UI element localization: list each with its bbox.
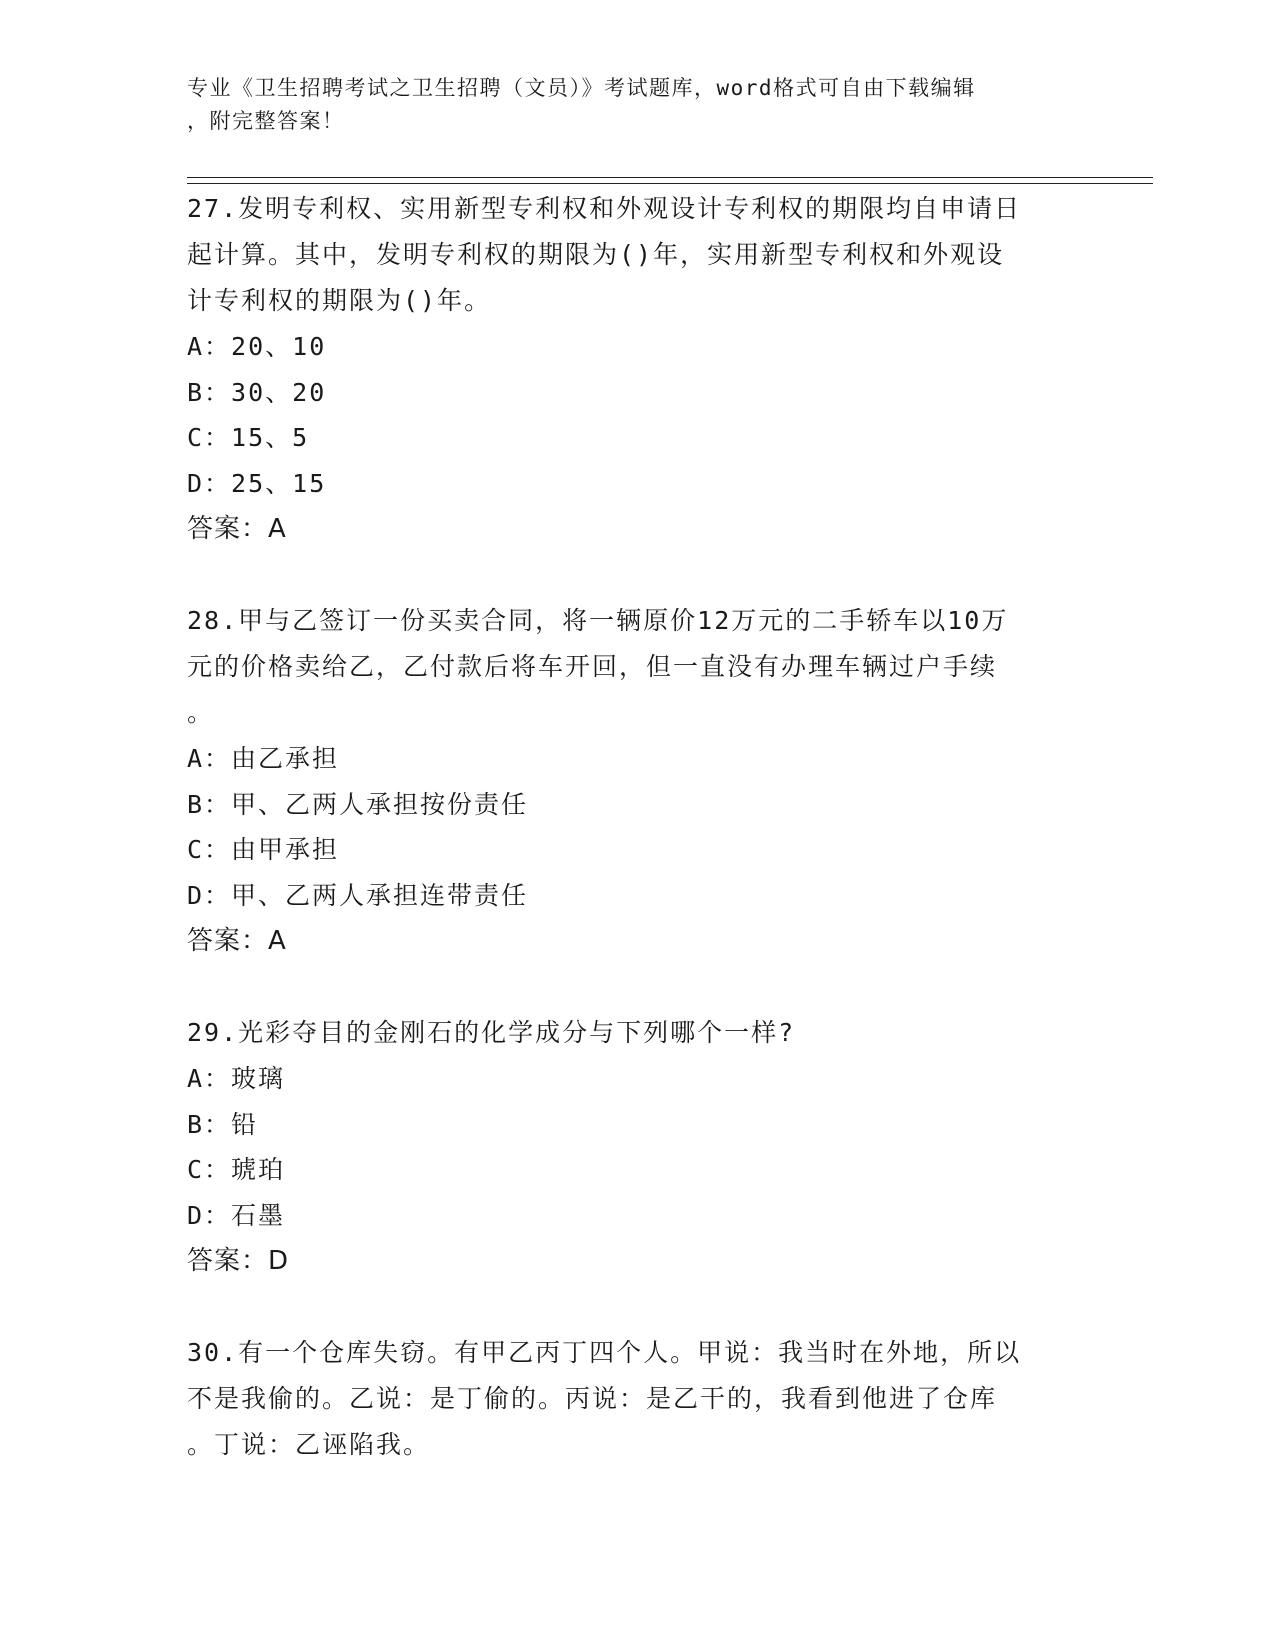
option-d: D：甲、乙两人承担连带责任 [187,880,529,910]
question-stem-line: 27.发明专利权、实用新型专利权和外观设计专利权的期限均自申请日 [187,194,1022,223]
question-27 [187,186,1067,552]
option-c: C：15、5 [187,423,310,452]
question-stem-line: 30.有一个仓库失窃。有甲乙丙丁四个人。甲说：我当时在外地，所以 [187,1338,1022,1367]
answer: 答案：A [187,926,287,956]
header-line-1: 专业《卫生招聘考试之卫生招聘（文员）》考试题库，word格式可自由下载编辑 [187,76,976,100]
question-stem-line: 计专利权的期限为()年。 [187,286,492,315]
question-stem-line: 。丁说：乙诬陷我。 [187,1430,431,1459]
option-a: A：由乙承担 [187,744,340,773]
option-a: A：20、10 [187,332,327,361]
question-stem-line: 不是我偷的。乙说：是丁偷的。丙说：是乙干的，我看到他进了仓库 [187,1384,998,1413]
option-c: C：琥珀 [187,1155,286,1184]
option-b: B：甲、乙两人承担按份责任 [187,789,529,819]
option-d: D：25、15 [187,468,327,498]
answer: 答案：A [187,514,287,544]
question-29 [187,1010,1067,1284]
option-c: C：由甲承担 [187,835,340,864]
answer: 答案：D [187,1246,290,1276]
option-a: A：玻璃 [187,1064,286,1093]
question-28 [187,598,1067,964]
option-b: B：铅 [187,1109,259,1139]
question-stem-line: 起计算。其中，发明专利权的期限为()年，实用新型专利权和外观设 [187,240,1005,269]
document-header [187,72,1067,138]
header-line-2: ，附完整答案！ [187,109,345,133]
question-list [187,186,1067,1514]
question-stem-line: 28.甲与乙签订一份买卖合同，将一辆原价12万元的二手轿车以10万 [187,606,1009,635]
option-b: B：30、20 [187,377,327,407]
question-stem-line: 29.光彩夺目的金刚石的化学成分与下列哪个一样? [187,1018,796,1047]
question-30 [187,1330,1067,1468]
header-divider-top [187,177,1153,178]
question-stem-line: 元的价格卖给乙，乙付款后将车开回，但一直没有办理车辆过户手续 [187,652,998,681]
option-d: D：石墨 [187,1200,286,1230]
question-stem-line: 。 [187,698,215,727]
header-divider-bottom [187,183,1153,184]
